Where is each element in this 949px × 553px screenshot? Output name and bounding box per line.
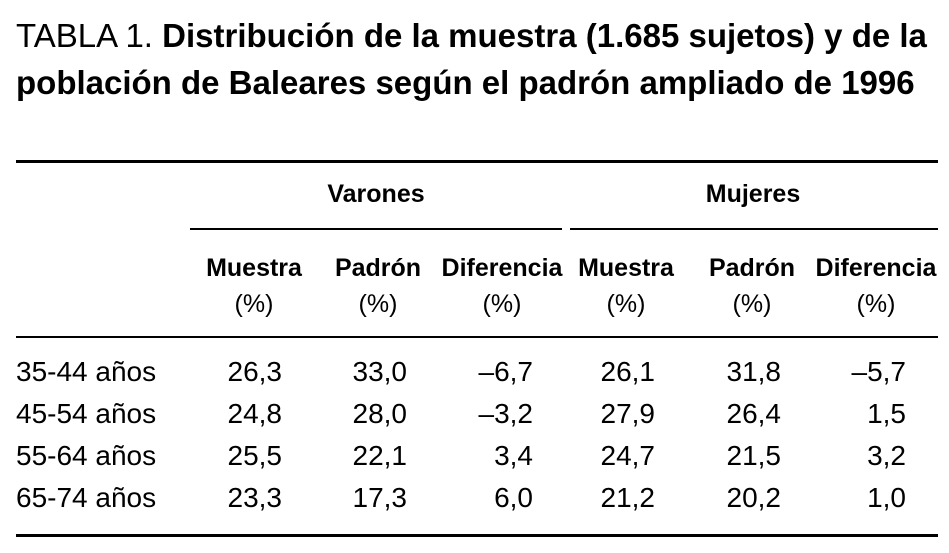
table-cell: –3,2 [478, 398, 533, 429]
table-cell: 3,4 [494, 440, 533, 471]
table-cell: 3,2 [867, 440, 906, 471]
table-cell: 27,9 [600, 398, 655, 429]
column-header-muestra-mujeres [564, 250, 688, 322]
bottom-rule [16, 534, 938, 537]
table-cell: 24,7 [600, 440, 655, 471]
row-label: 65-74 años [16, 482, 157, 513]
table-cell: 21,5 [726, 440, 781, 471]
row-label: 55-64 años [16, 440, 157, 471]
table-cell: 6,0 [494, 482, 533, 513]
column-header-unit: (%) [358, 290, 398, 318]
table-cell: 1,0 [867, 482, 906, 513]
table-cell: 26,1 [600, 356, 655, 387]
caption-prefix: TABLA 1. [16, 17, 153, 54]
table-cell: 21,2 [600, 482, 655, 513]
table-cell: 25,5 [227, 440, 282, 471]
table-cell: 23,3 [227, 482, 282, 513]
table-cell: 1,5 [867, 398, 906, 429]
column-header-name: Muestra [206, 254, 302, 282]
column-header-unit: (%) [732, 290, 772, 318]
column-header-unit: (%) [606, 290, 646, 318]
column-header-diferencia-mujeres [814, 250, 938, 322]
table-cell: 22,1 [352, 440, 407, 471]
group-rule-mujeres [570, 228, 938, 230]
column-header-name: Diferencia [815, 254, 937, 282]
table-cell: –5,7 [851, 356, 906, 387]
table-cell: 24,8 [227, 398, 282, 429]
table-cell: –6,7 [478, 356, 533, 387]
column-header-name: Muestra [578, 254, 674, 282]
table-cell: 26,4 [726, 398, 781, 429]
column-header-name: Padrón [708, 254, 796, 282]
row-label: 35-44 años [16, 356, 157, 387]
table-cell: 28,0 [352, 398, 407, 429]
group-header-mujeres: Mujeres [705, 180, 801, 208]
table-cell: 33,0 [352, 356, 407, 387]
row-label: 45-54 años [16, 398, 157, 429]
group-header-varones: Varones [327, 180, 425, 208]
header-rule [16, 336, 938, 338]
top-rule [16, 160, 938, 163]
column-header-diferencia-varones [440, 250, 564, 322]
group-rule-varones [190, 228, 562, 230]
table-caption [16, 12, 936, 106]
column-header-unit: (%) [856, 290, 896, 318]
table-cell: 20,2 [726, 482, 781, 513]
column-header-name: Padrón [334, 254, 422, 282]
column-header-unit: (%) [482, 290, 522, 318]
column-header-muestra-varones [192, 250, 316, 322]
column-header-name: Diferencia [441, 254, 563, 282]
column-header-padron-mujeres [690, 250, 814, 322]
table-cell: 17,3 [352, 482, 407, 513]
table-cell: 26,3 [227, 356, 282, 387]
column-header-unit: (%) [234, 290, 274, 318]
table-cell: 31,8 [726, 356, 781, 387]
column-header-padron-varones [316, 250, 440, 322]
caption-title: Distribución de la muestra (1.685 sujetos) y de la población de Baleares según el padrón ampliado de 1996 [16, 17, 927, 101]
